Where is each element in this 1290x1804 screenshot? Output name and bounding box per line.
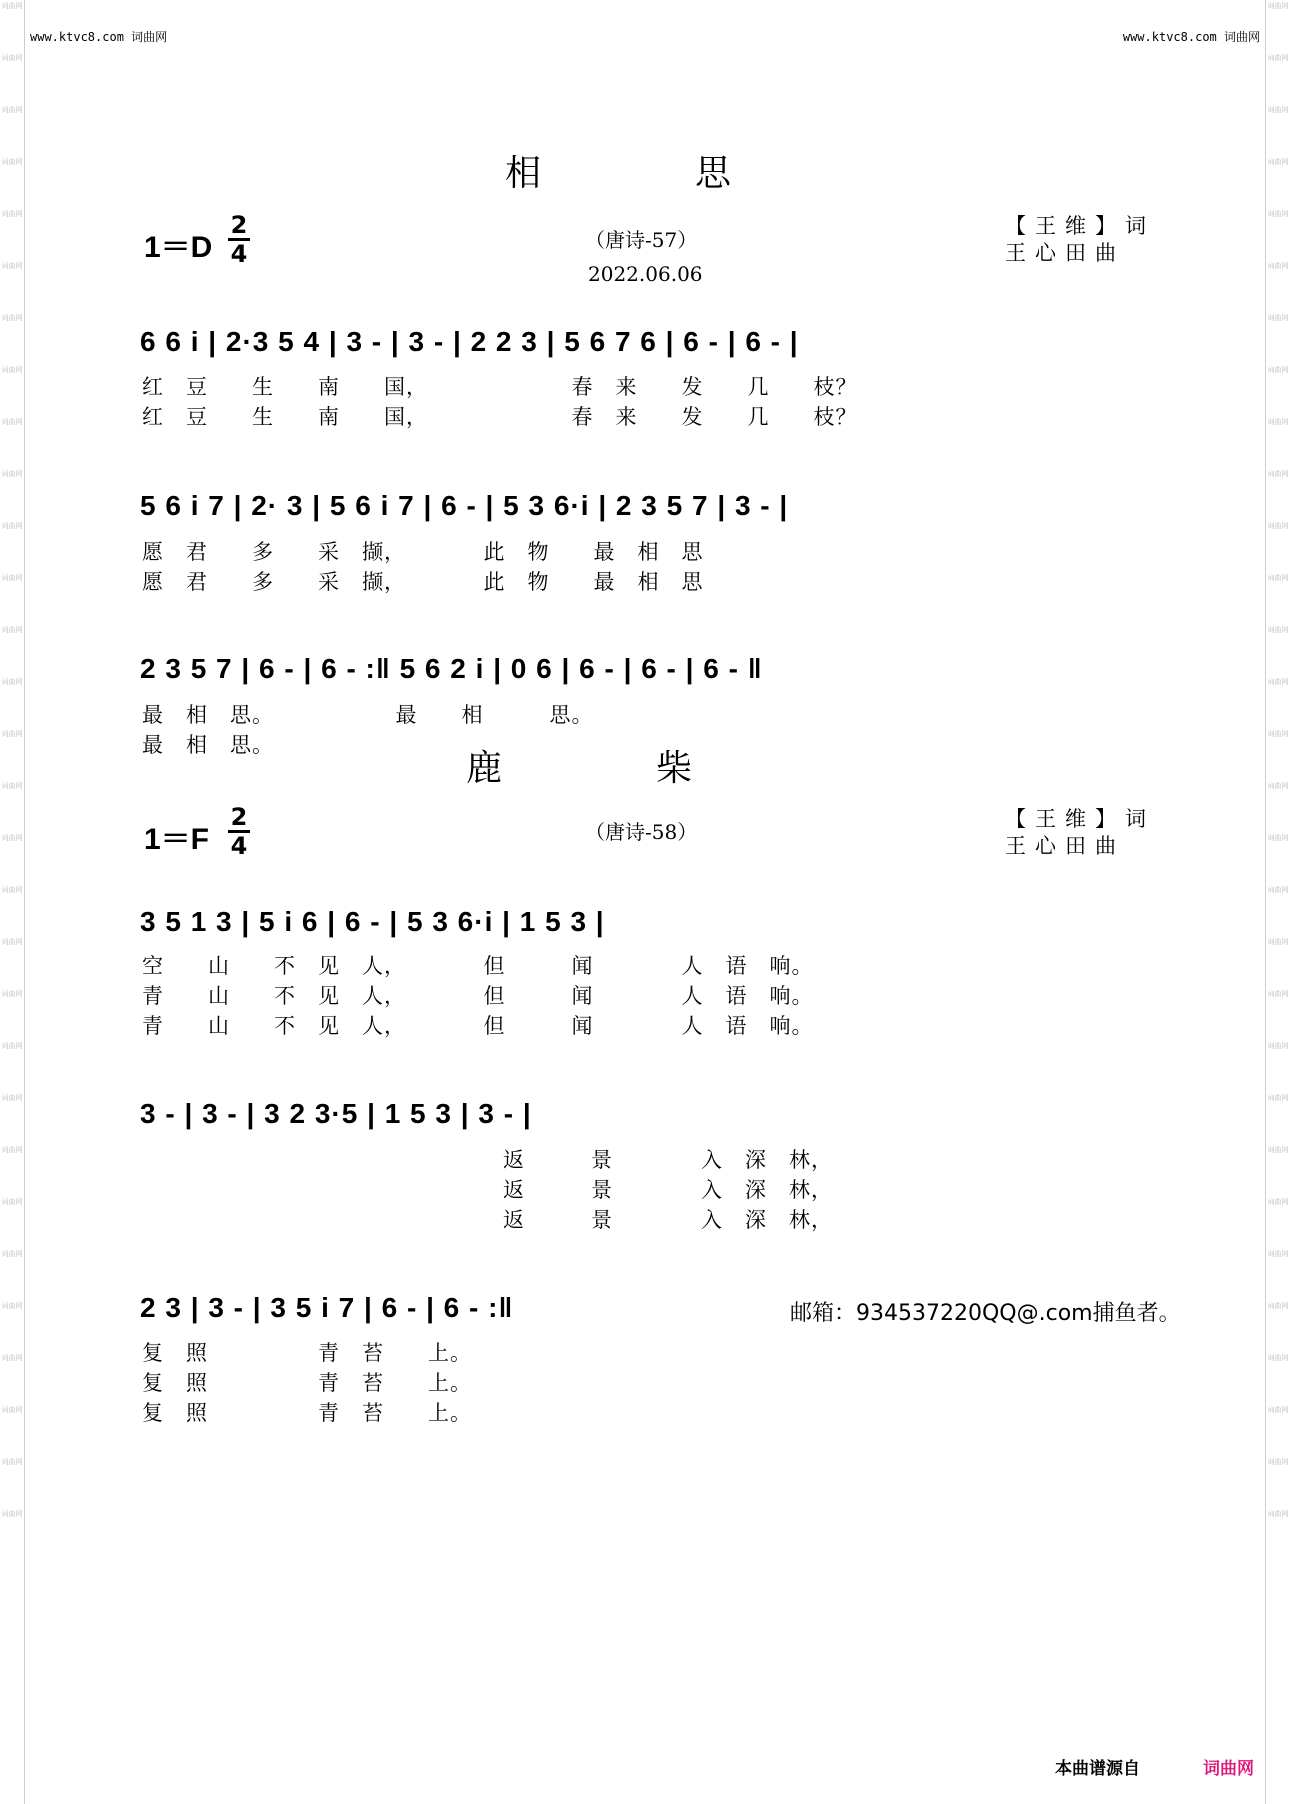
song2-subtitle: （唐诗-58） — [585, 820, 698, 844]
edge-watermark: 词曲网 — [1267, 678, 1289, 686]
edge-watermark: 词曲网 — [1, 1094, 23, 1102]
edge-watermark: 词曲网 — [1267, 210, 1289, 218]
song1-notation-line-1: 6 6 i | 2·3 5 4 | 3 - | 3 - | 2 2 3 | 5 6 7 6 | 6 - | 6 - | — [140, 326, 799, 357]
edge-watermark: 词曲网 — [1267, 1250, 1289, 1258]
song1-time-signature — [228, 211, 250, 268]
edge-watermark: 词曲网 — [1, 782, 23, 790]
edge-watermark: 词曲网 — [1, 1302, 23, 1310]
time-bottom: 4 — [230, 240, 248, 268]
edge-watermark: 词曲网 — [1, 418, 23, 426]
time-top: 2 — [230, 803, 248, 831]
edge-watermark: 词曲网 — [1267, 1198, 1289, 1206]
edge-watermark: 词曲网 — [1, 106, 23, 114]
edge-watermark: 词曲网 — [1, 1406, 23, 1414]
edge-watermark: 词曲网 — [1267, 1510, 1289, 1518]
edge-watermark: 词曲网 — [1, 210, 23, 218]
song2-lyrics-2-v3: 返 景 入 深 林， — [503, 1208, 833, 1232]
time-top: 2 — [230, 211, 248, 239]
edge-watermark: 词曲网 — [1, 1198, 23, 1206]
edge-watermark: 词曲网 — [1, 886, 23, 894]
edge-watermark: 词曲网 — [1267, 938, 1289, 946]
edge-watermark: 词曲网 — [1267, 1146, 1289, 1154]
time-bottom: 4 — [230, 832, 248, 860]
song1-lyrics-1-v1: 红 豆 生 南 国， 春 来 发 几 枝？ — [142, 375, 858, 399]
edge-watermark: 词曲网 — [1267, 106, 1289, 114]
song2-lyrics-1-v3: 青 山 不 见 人， 但 闻 人 语 响。 — [142, 1014, 814, 1038]
edge-watermark: 词曲网 — [1, 990, 23, 998]
song2-lyrics-3-v2: 复 照 青 苔 上。 — [142, 1371, 472, 1395]
edge-watermark: 词曲网 — [1, 1458, 23, 1466]
song1-date: 2022.06.06 — [588, 262, 703, 286]
left-watermark-strip — [0, 0, 25, 1804]
edge-watermark: 词曲网 — [1, 678, 23, 686]
song1-notation-line-2: 5 6 i 7 | 2· 3 | 5 6 i 7 | 6 - | 5 3 6·i | 2 3 5 7 | 3 - | — [140, 490, 789, 521]
song1-lyrics-3-v1: 最 相 思。 最 相 思。 — [142, 703, 594, 727]
header-url-left: www.ktvc8.com 词曲网 — [30, 30, 168, 44]
edge-watermark: 词曲网 — [1, 314, 23, 322]
song2-lyricist: 【王维】词 — [1005, 807, 1155, 831]
edge-watermark: 词曲网 — [1267, 2, 1289, 10]
edge-watermark: 词曲网 — [1267, 1406, 1289, 1414]
edge-watermark: 词曲网 — [1267, 1302, 1289, 1310]
song2-lyrics-1-v2: 青 山 不 见 人， 但 闻 人 语 响。 — [142, 984, 814, 1008]
song2-lyrics-3-v3: 复 照 青 苔 上。 — [142, 1401, 472, 1425]
edge-watermark: 词曲网 — [1, 574, 23, 582]
song1-notation-line-3: 2 3 5 7 | 6 - | 6 - :‖ 5 6 2 i | 0 6 | 6 - | 6 - | 6 - ‖ — [140, 653, 763, 684]
song1-title: 相 思 — [505, 153, 734, 194]
song2-lyrics-3-v1: 复 照 青 苔 上。 — [142, 1341, 472, 1365]
song2-notation-line-3: 2 3 | 3 - | 3 5 i 7 | 6 - | 6 - :‖ — [140, 1292, 514, 1323]
edge-watermark: 词曲网 — [1267, 1354, 1289, 1362]
email-note: 邮箱：934537220QQ@.com捕鱼者。 — [790, 1301, 1181, 1326]
song1-lyrics-2-v1: 愿 君 多 采 撷， 此 物 最 相 思 — [142, 540, 704, 564]
edge-watermark: 词曲网 — [1267, 1094, 1289, 1102]
edge-watermark: 词曲网 — [1, 1042, 23, 1050]
edge-watermark: 词曲网 — [1267, 366, 1289, 374]
edge-watermark: 词曲网 — [1, 366, 23, 374]
edge-watermark: 词曲网 — [1267, 886, 1289, 894]
edge-watermark: 词曲网 — [1, 626, 23, 634]
edge-watermark: 词曲网 — [1267, 834, 1289, 842]
footer-site-logo[interactable]: 词曲网 — [1203, 1759, 1254, 1779]
edge-watermark: 词曲网 — [1267, 522, 1289, 530]
edge-watermark: 词曲网 — [1, 522, 23, 530]
edge-watermark: 词曲网 — [1, 2, 23, 10]
edge-watermark: 词曲网 — [1267, 1042, 1289, 1050]
edge-watermark: 词曲网 — [1, 730, 23, 738]
edge-watermark: 词曲网 — [1267, 54, 1289, 62]
edge-watermark: 词曲网 — [1267, 418, 1289, 426]
song2-title: 鹿 柴 — [466, 748, 695, 789]
edge-watermark: 词曲网 — [1267, 626, 1289, 634]
edge-watermark: 词曲网 — [1, 1250, 23, 1258]
song1-lyricist: 【王维】词 — [1005, 214, 1155, 238]
edge-watermark: 词曲网 — [1, 938, 23, 946]
song1-composer: 王心田曲 — [1005, 241, 1125, 265]
song1-lyrics-1-v2: 红 豆 生 南 国， 春 来 发 几 枝？ — [142, 405, 858, 429]
song1-key: 1＝D — [144, 231, 213, 264]
edge-watermark: 词曲网 — [1, 1146, 23, 1154]
edge-watermark: 词曲网 — [1, 1354, 23, 1362]
edge-watermark: 词曲网 — [1, 262, 23, 270]
song1-lyrics-2-v2: 愿 君 多 采 撷， 此 物 最 相 思 — [142, 570, 704, 594]
edge-watermark: 词曲网 — [1267, 262, 1289, 270]
edge-watermark: 词曲网 — [1267, 314, 1289, 322]
edge-watermark: 词曲网 — [1267, 470, 1289, 478]
song1-subtitle: （唐诗-57） — [585, 228, 698, 252]
edge-watermark: 词曲网 — [1267, 782, 1289, 790]
right-watermark-strip — [1265, 0, 1290, 1804]
song2-composer: 王心田曲 — [1005, 834, 1125, 858]
edge-watermark: 词曲网 — [1, 470, 23, 478]
edge-watermark: 词曲网 — [1, 834, 23, 842]
edge-watermark: 词曲网 — [1, 1510, 23, 1518]
song2-key: 1＝F — [144, 823, 210, 856]
song2-time-signature — [228, 803, 250, 860]
edge-watermark: 词曲网 — [1267, 990, 1289, 998]
edge-watermark: 词曲网 — [1267, 730, 1289, 738]
song2-lyrics-2-v1: 返 景 入 深 林， — [503, 1148, 833, 1172]
edge-watermark: 词曲网 — [1, 158, 23, 166]
header-url-right: www.ktvc8.com 词曲网 — [1122, 30, 1260, 44]
song2-notation-line-2: 3 - | 3 - | 3 2 3·5 | 1 5 3 | 3 - | — [140, 1098, 532, 1129]
song1-lyrics-3-v2: 最 相 思。 — [142, 733, 274, 757]
song2-lyrics-2-v2: 返 景 入 深 林， — [503, 1178, 833, 1202]
song2-lyrics-1-v1: 空 山 不 见 人， 但 闻 人 语 响。 — [142, 954, 814, 978]
edge-watermark: 词曲网 — [1267, 158, 1289, 166]
edge-watermark: 词曲网 — [1267, 574, 1289, 582]
edge-watermark: 词曲网 — [1267, 1458, 1289, 1466]
song2-notation-line-1: 3 5 1 3 | 5 i 6 | 6 - | 5 3 6·i | 1 5 3 | — [140, 906, 605, 937]
edge-watermark: 词曲网 — [1, 54, 23, 62]
footer-source: 本曲谱源自 — [1055, 1759, 1140, 1779]
